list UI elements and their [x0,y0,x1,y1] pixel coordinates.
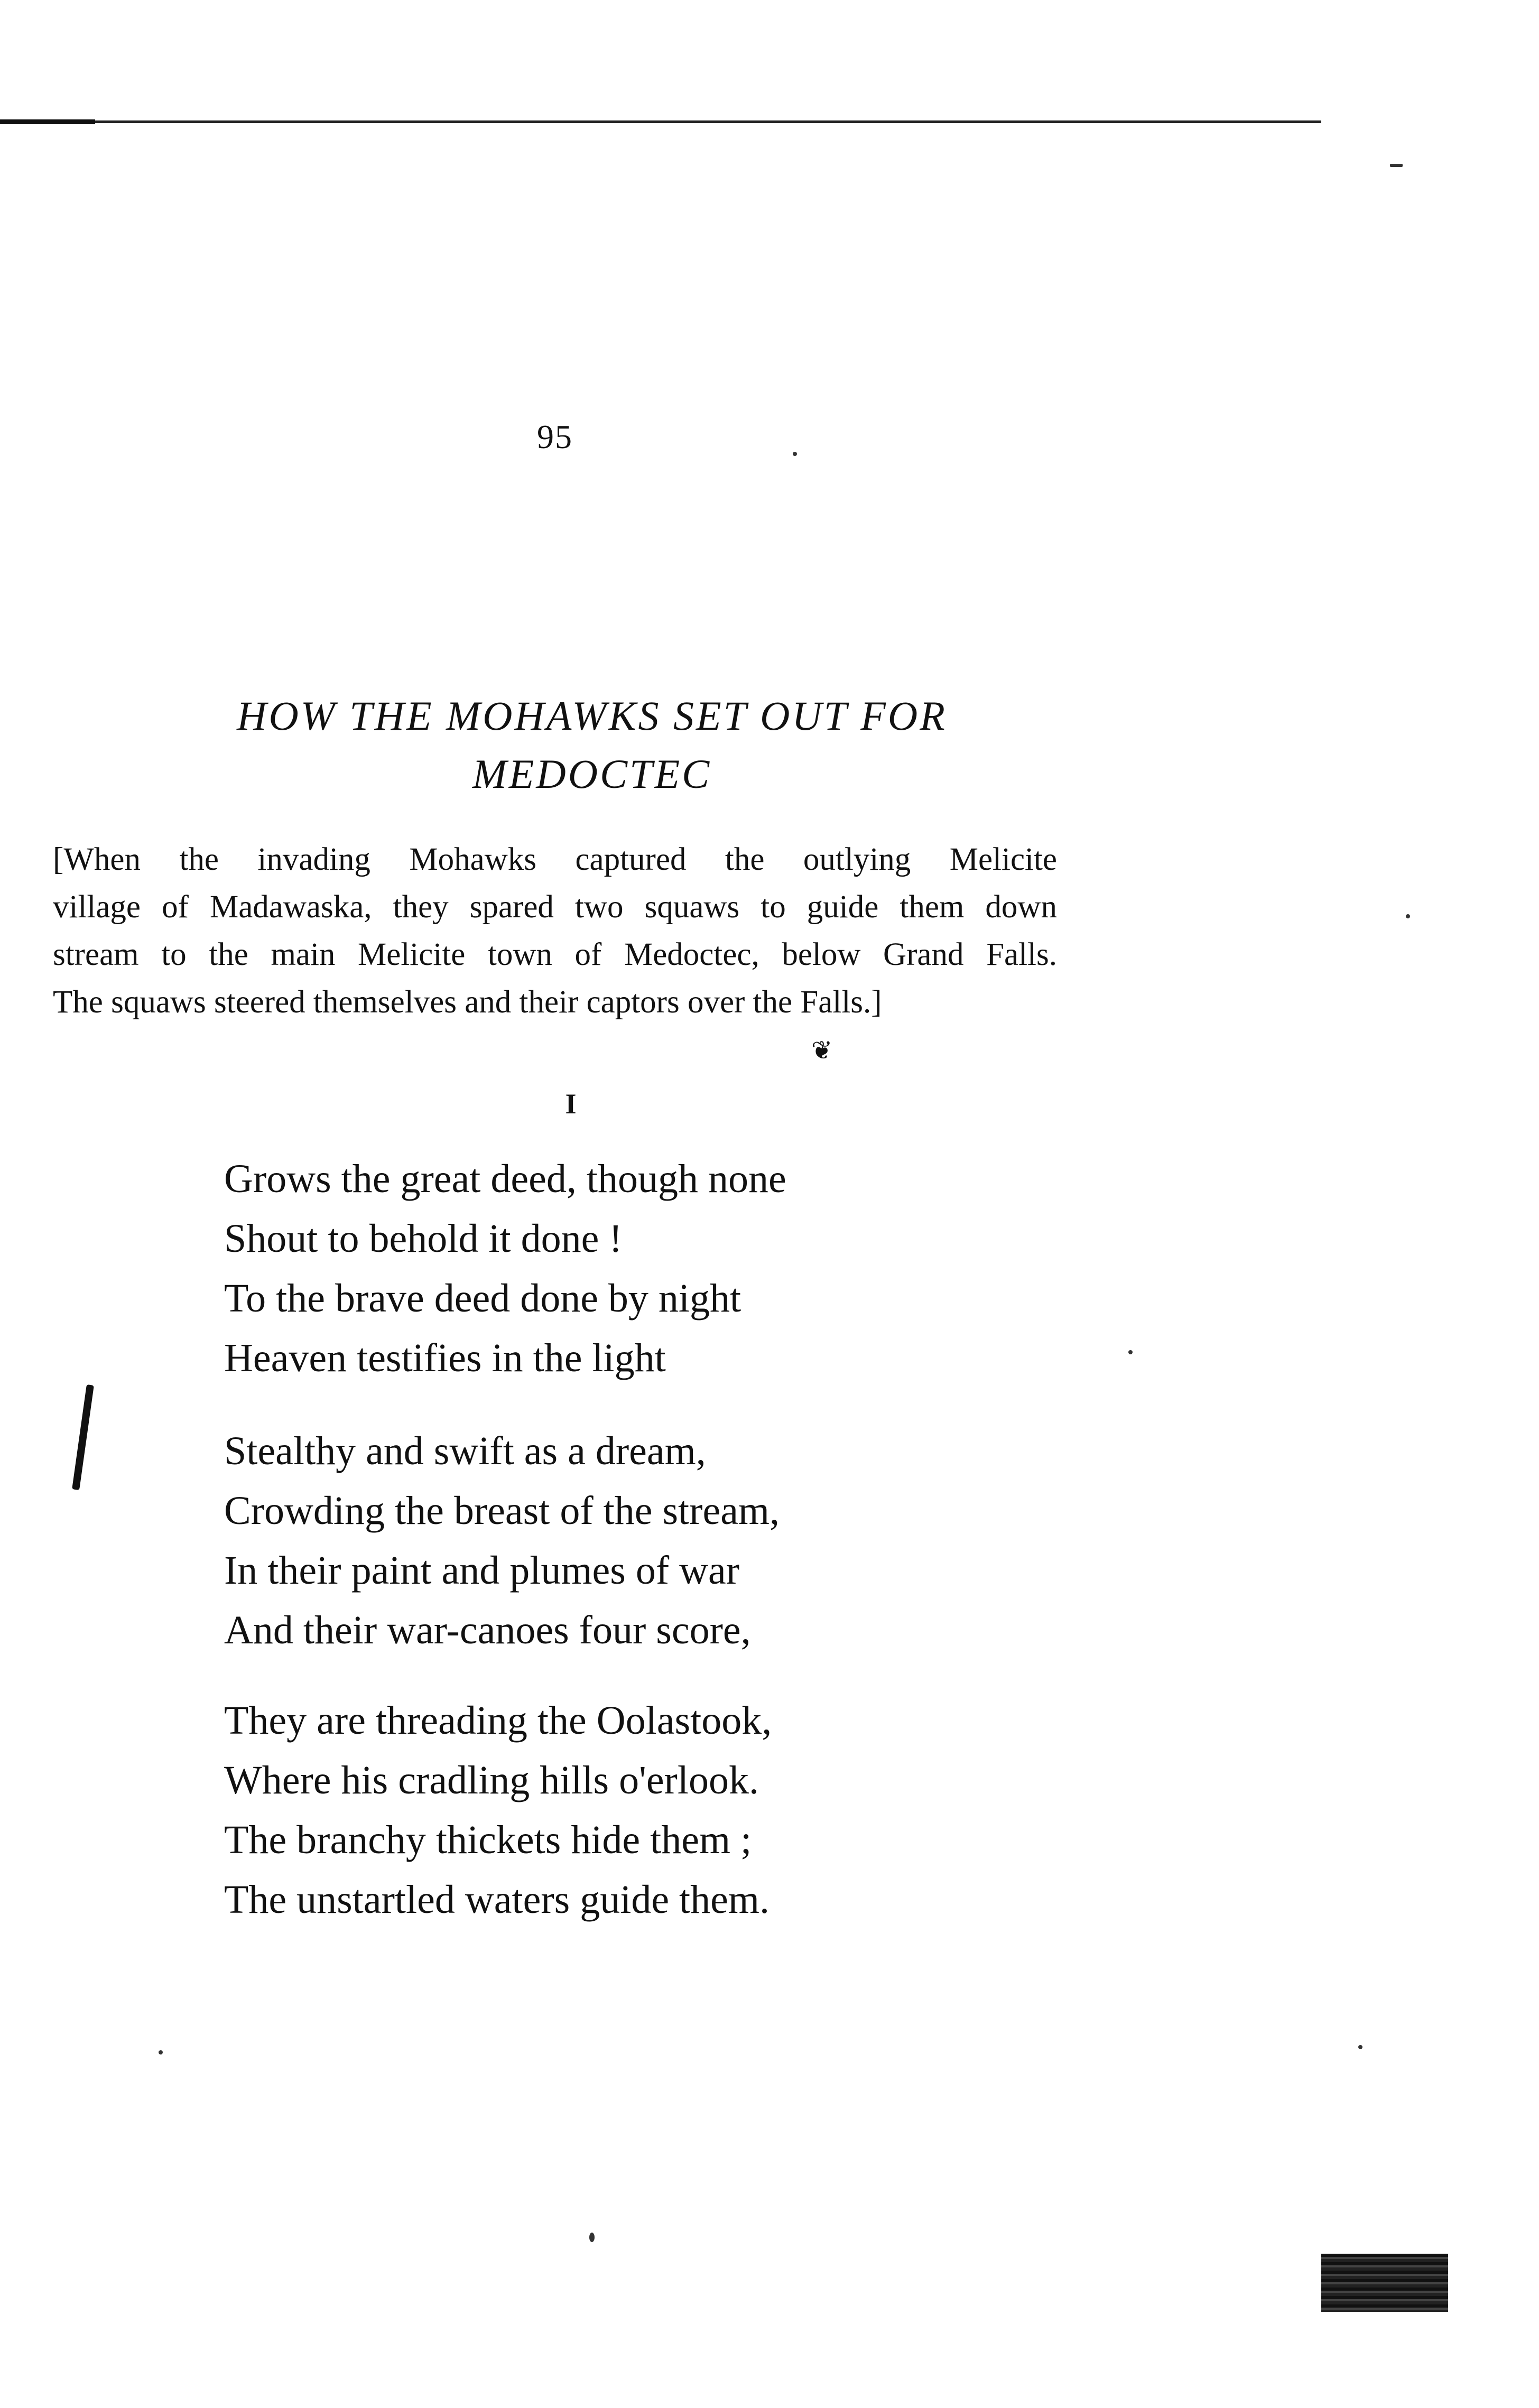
ornament-icon: ❦ [811,1037,833,1065]
scan-speck [793,452,797,456]
verse-line: Heaven testifies in the light [224,1336,666,1380]
poem-title [63,687,1120,803]
poem-title-line-2: MEDOCTEC [472,751,712,797]
verse-line: The unstartled waters guide them. [224,1877,770,1922]
verse-line: The branchy thickets hide them ; [224,1818,752,1862]
scan-speck [159,2050,163,2054]
poem-title-line-1: HOW THE MOHAWKS SET OUT FOR [237,693,947,739]
scan-speck [589,2233,595,2242]
verse-line: In their paint and plumes of war [224,1548,740,1593]
scan-speck [1358,2045,1362,2049]
verse-line: Where his cradling hills o'erlook. [224,1758,759,1802]
introductory-note [53,836,1057,1026]
verse-line: And their war-canoes four score, [224,1608,751,1652]
margin-pencil-mark [72,1384,94,1490]
page-edge-shadow [1321,2254,1448,2312]
intro-line: village of Madawaska, they spared two squaws to guide them down [53,889,1057,925]
verse-line: Shout to behold it done ! [224,1216,623,1261]
section-number: I [565,1088,577,1120]
scan-speck [1406,914,1410,918]
intro-line: stream to the main Melicite town of Medoctec, below Grand Falls. [53,937,1057,972]
verse-line: Grows the great deed, though none [224,1157,786,1201]
stanza-2 [224,1421,964,1660]
scan-speck [1390,164,1403,167]
top-rule-start [0,119,95,124]
verse-line: To the brave deed done by night [224,1276,741,1321]
intro-line: [When the invading Mohawks captured the outlying Melicite [53,842,1057,877]
stanza-3 [224,1691,964,1930]
verse-line: Crowding the breast of the stream, [224,1489,780,1533]
scan-speck [1128,1350,1133,1354]
verse-line: They are threading the Oolastook, [224,1698,772,1743]
verse-line: Stealthy and swift as a dream, [224,1429,706,1473]
top-rule [0,120,1321,123]
intro-line: The squaws steered themselves and their captors over the Falls.] [53,984,882,1020]
stanza-1 [224,1149,964,1388]
page-number: 95 [537,418,573,455]
